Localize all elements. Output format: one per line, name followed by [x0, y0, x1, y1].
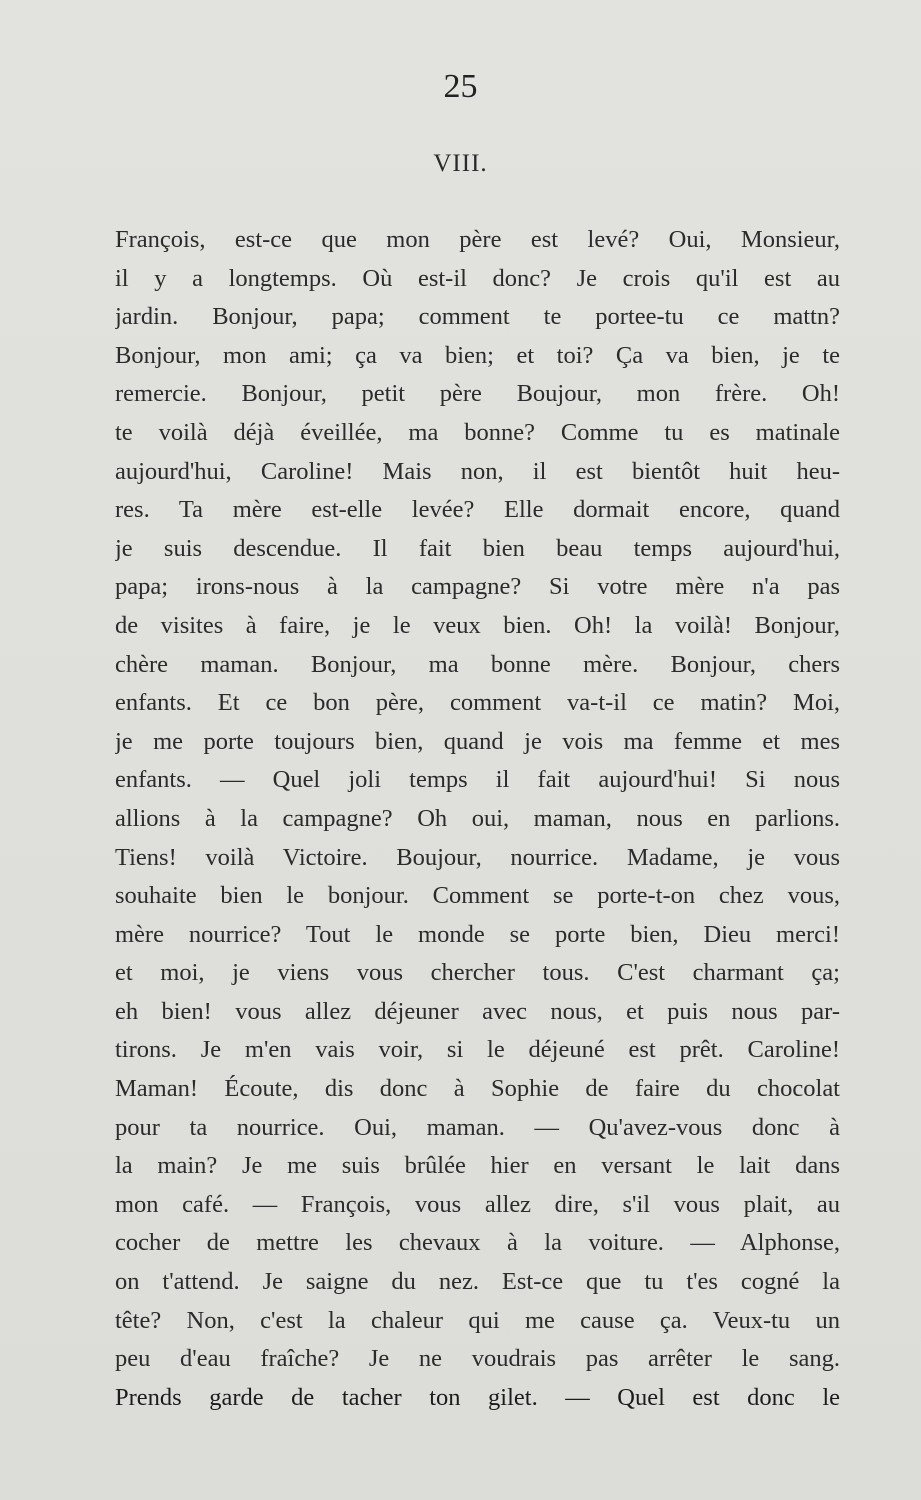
text-line: res. Ta mère est-elle levée? Elle dormait encore, quand	[115, 496, 840, 524]
text-line: François, est-ce que mon père est levé? Oui, Monsieur,	[115, 226, 840, 253]
text-line: tête? Non, c'est la chaleur qui me cause ça. Veux-tu un	[115, 1306, 840, 1334]
text-line: Tiens! voilà Victoire. Boujour, nourrice. Madame, je vous	[115, 843, 840, 871]
text-line: allions à la campagne? Oh oui, maman, nous en parlions.	[115, 804, 840, 832]
page-number: 25	[443, 68, 478, 105]
chapter-heading: VIII.	[433, 150, 488, 177]
text-line: il y a longtemps. Où est-il donc? Je crois qu'il est au	[115, 264, 840, 292]
text-line: Bonjour, mon ami; ça va bien; et toi? Ça va bien, je te	[115, 341, 840, 369]
text-line: cocher de mettre les chevaux à la voiture. — Alphonse,	[115, 1229, 840, 1257]
text-line: je suis descendue. Il fait bien beau temps aujourd'hui,	[115, 534, 840, 562]
body-text	[115, 221, 840, 1417]
text-line: pour ta nourrice. Oui, maman. — Qu'avez-vous donc à	[115, 1113, 840, 1141]
text-line: mon café. — François, vous allez dire, s'il vous plait, au	[115, 1190, 840, 1218]
text-line: de visites à faire, je le veux bien. Oh! la voilà! Bonjour,	[115, 611, 840, 639]
text-line: on t'attend. Je saigne du nez. Est-ce que tu t'es cogné la	[115, 1268, 840, 1296]
text-line: et moi, je viens vous chercher tous. C'est charmant ça;	[115, 959, 840, 987]
text-line: mère nourrice? Tout le monde se porte bien, Dieu merci!	[115, 920, 840, 948]
text-line: je me porte toujours bien, quand je vois ma femme et mes	[115, 727, 840, 755]
text-line: aujourd'hui, Caroline! Mais non, il est bientôt huit heu-	[115, 457, 840, 485]
text-line: souhaite bien le bonjour. Comment se porte-t-on chez vous,	[115, 882, 840, 910]
text-line: Maman! Écoute, dis donc à Sophie de faire du chocolat	[115, 1075, 840, 1103]
text-line: papa; irons-nous à la campagne? Si votre mère n'a pas	[115, 573, 840, 601]
text-line: jardin. Bonjour, papa; comment te portee-tu ce mattn?	[115, 303, 840, 331]
text-line: Prends garde de tacher ton gilet. — Quel est donc le	[115, 1383, 840, 1411]
text-line: enfants. — Quel joli temps il fait aujourd'hui! Si nous	[115, 766, 840, 794]
text-line: enfants. Et ce bon père, comment va-t-il ce matin? Moi,	[115, 689, 840, 717]
text-line: tirons. Je m'en vais voir, si le déjeuné est prêt. Caroline!	[115, 1036, 840, 1064]
text-line: peu d'eau fraîche? Je ne voudrais pas arrêter le sang.	[115, 1345, 840, 1373]
text-line: remercie. Bonjour, petit père Boujour, mon frère. Oh!	[115, 380, 840, 408]
text-line: chère maman. Bonjour, ma bonne mère. Bonjour, chers	[115, 650, 840, 678]
text-line: eh bien! vous allez déjeuner avec nous, et puis nous par-	[115, 997, 840, 1025]
text-line: te voilà déjà éveillée, ma bonne? Comme tu es matinale	[115, 418, 840, 446]
text-line: la main? Je me suis brûlée hier en versant le lait dans	[115, 1152, 840, 1180]
